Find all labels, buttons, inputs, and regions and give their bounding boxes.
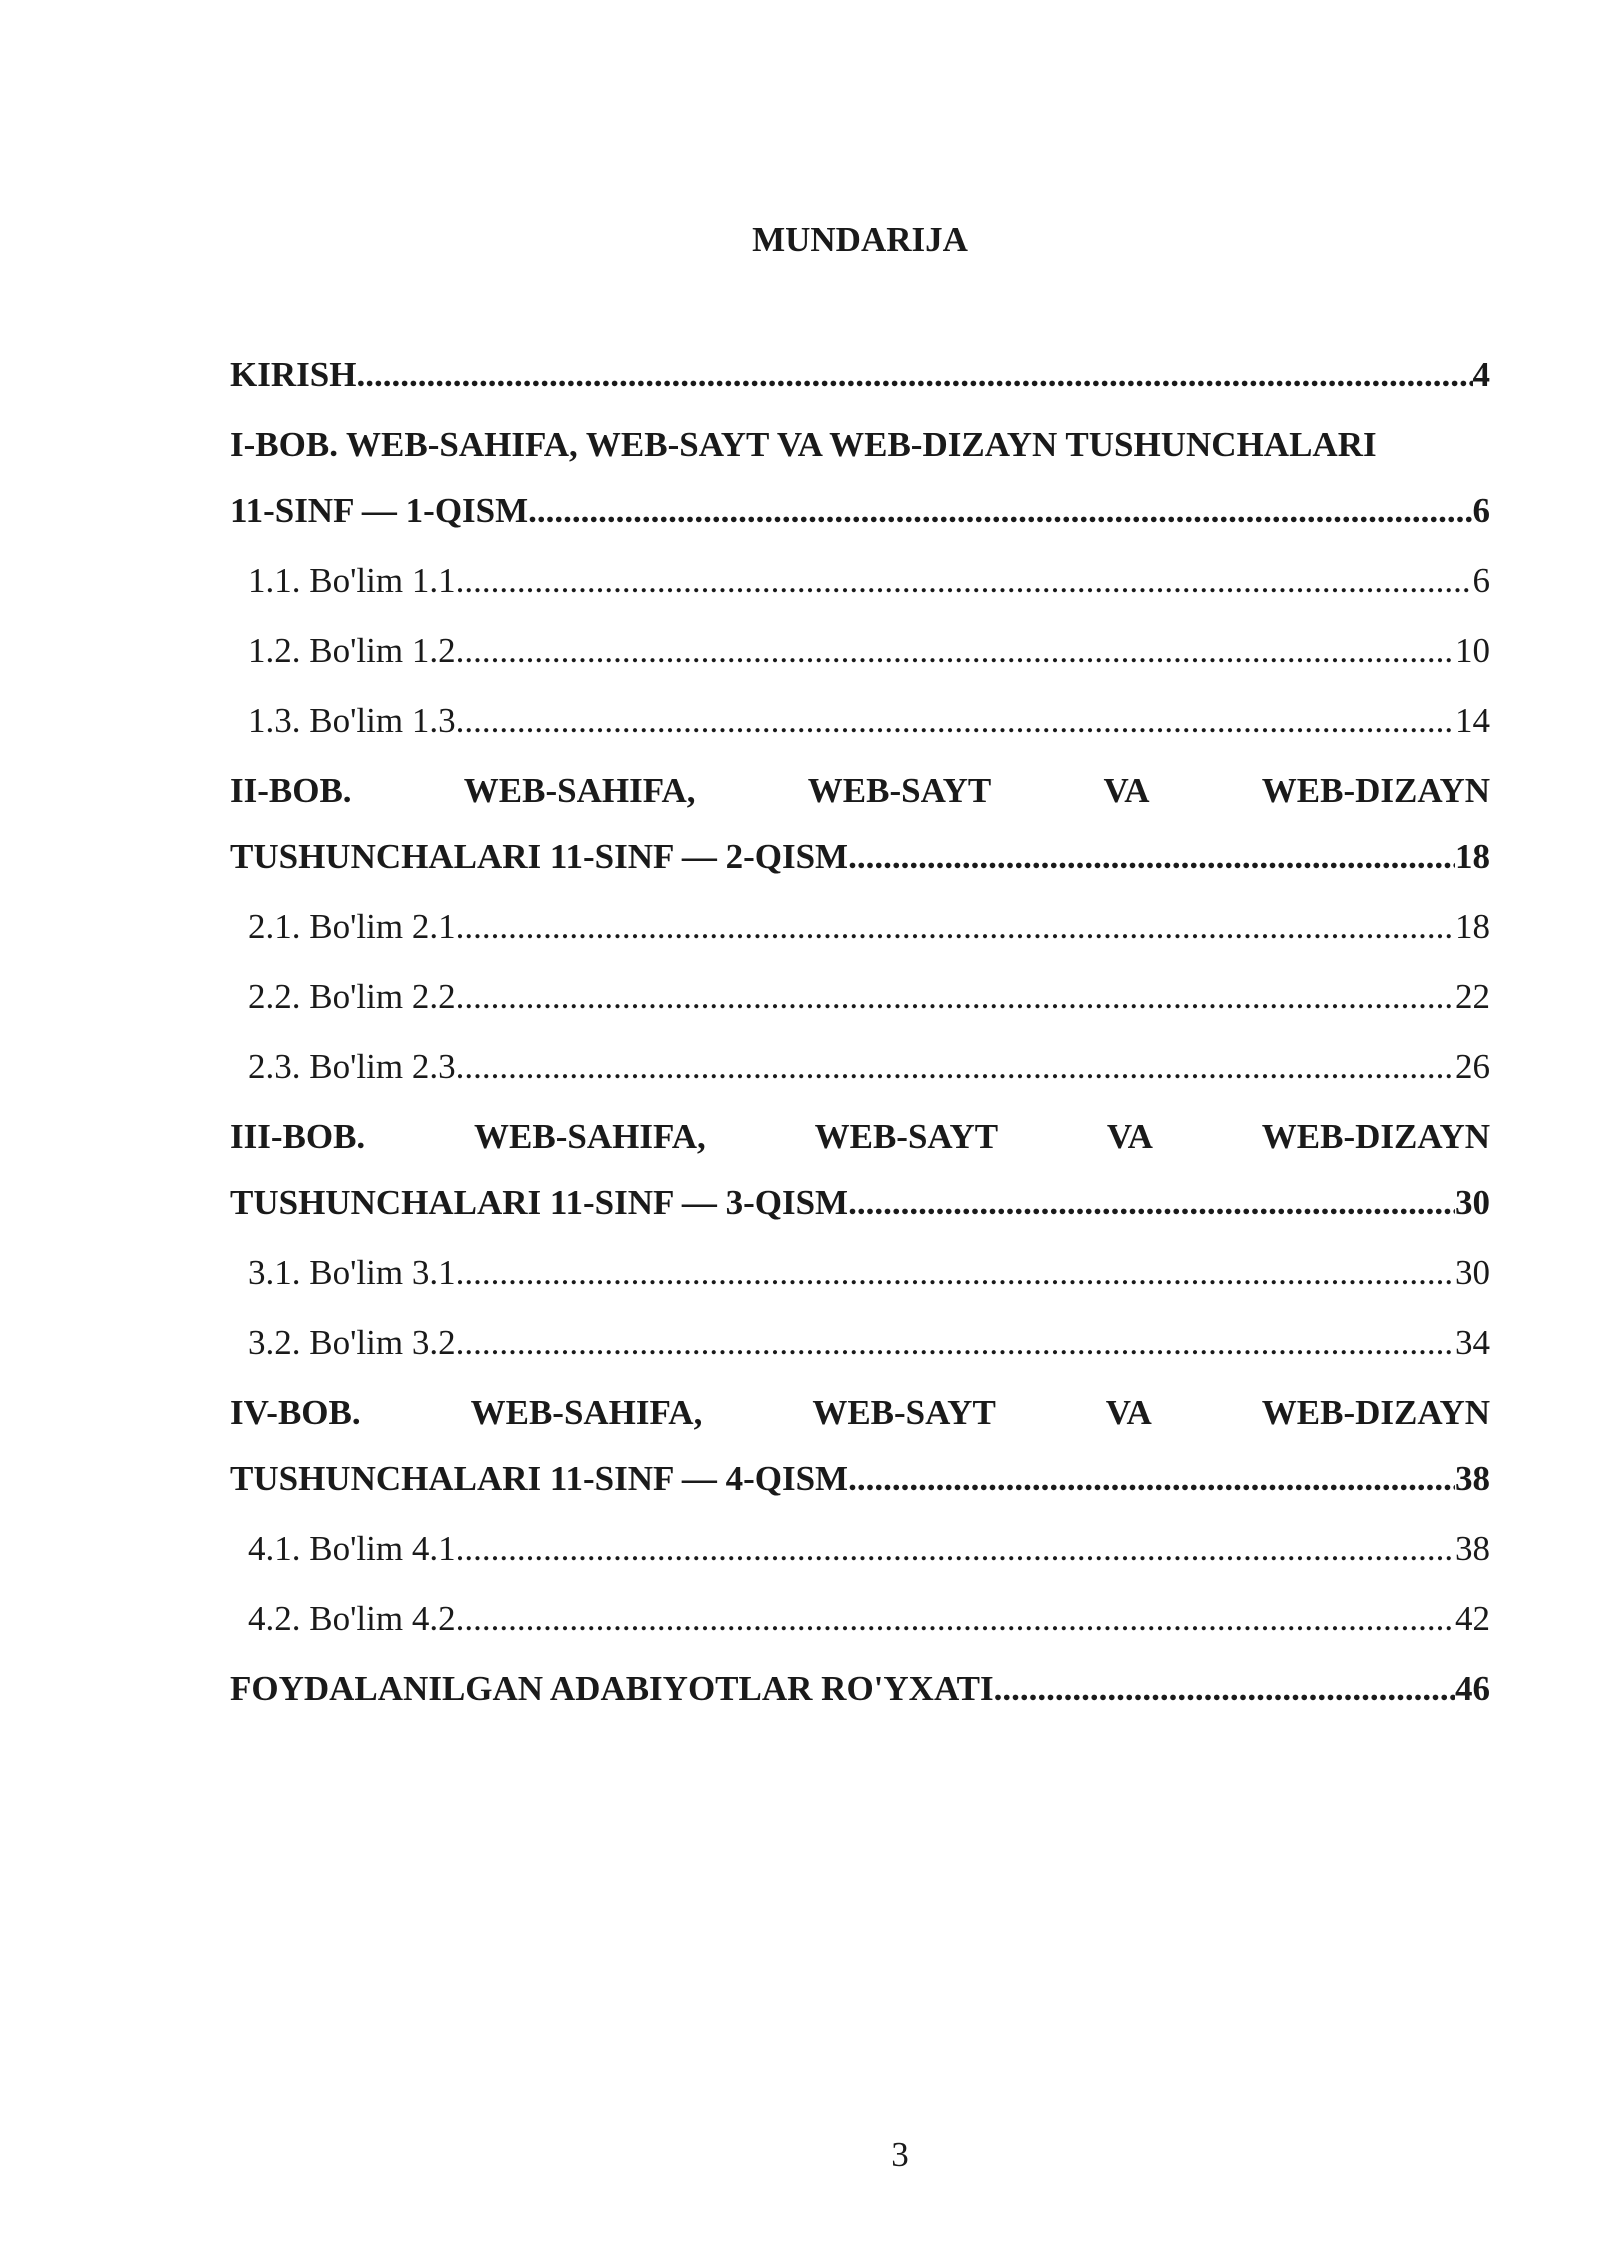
heading-word: VA <box>1106 1117 1153 1156</box>
toc-entry-label: KIRISH <box>230 355 357 394</box>
heading-word: WEB-SAYT <box>812 1393 996 1432</box>
toc-entry-label: 3.2. Bo'lim 3.2 <box>248 1323 456 1362</box>
toc-entry-page: 18 <box>1455 837 1490 876</box>
heading-word: WEB-DIZAYN <box>1261 771 1490 810</box>
toc-entry-page: 42 <box>1455 1599 1490 1638</box>
toc-entry-label: 2.3. Bo'lim 2.3 <box>248 1047 456 1086</box>
dot-leader <box>848 1178 1455 1228</box>
toc-entry-page: 6 <box>1472 561 1490 600</box>
toc-entry-references[interactable] <box>230 1664 1490 1734</box>
toc-chapter-2-heading[interactable] <box>230 766 1490 832</box>
toc-entry-page: 4 <box>1472 355 1490 394</box>
toc-entry-page: 30 <box>1455 1253 1490 1292</box>
heading-word: WEB-DIZAYN <box>1261 1117 1490 1156</box>
heading-word: VA <box>1105 1393 1152 1432</box>
toc-entry-label: 4.2. Bo'lim 4.2 <box>248 1599 456 1638</box>
heading-word: WEB-DIZAYN <box>1261 1393 1490 1432</box>
dot-leader <box>456 902 1455 952</box>
toc-entry-page: 38 <box>1455 1459 1490 1498</box>
toc-section-2-2[interactable] <box>230 972 1490 1042</box>
heading-word: III-BOB. <box>230 1117 366 1156</box>
toc-entry-label: TUSHUNCHALARI 11-SINF — 2-QISM <box>230 837 849 876</box>
dot-leader <box>994 1664 1455 1714</box>
toc-entry-label: TUSHUNCHALARI 11-SINF — 4-QISM <box>230 1459 849 1498</box>
toc-section-2-1[interactable] <box>230 902 1490 972</box>
dot-leader <box>456 626 1455 676</box>
toc-entry-label: 1.3. Bo'lim 1.3 <box>248 701 456 740</box>
toc-section-3-2[interactable] <box>230 1318 1490 1388</box>
toc-chapter-4-line2[interactable] <box>230 1454 1490 1524</box>
toc-entry-label: 1.2. Bo'lim 1.2 <box>248 631 456 670</box>
toc-entry-label: 2.1. Bo'lim 2.1 <box>248 907 456 946</box>
heading-word: WEB-SAYT <box>814 1117 999 1156</box>
dot-leader <box>456 1524 1455 1574</box>
toc-entry-label: FOYDALANILGAN ADABIYOTLAR RO'YXATI <box>230 1669 994 1708</box>
toc-entry-label: TUSHUNCHALARI 11-SINF — 3-QISM <box>230 1183 849 1222</box>
toc-entry-label: 4.1. Bo'lim 4.1 <box>248 1529 456 1568</box>
toc-entry-page: 34 <box>1455 1323 1490 1362</box>
toc-chapter-4-heading[interactable] <box>230 1388 1490 1454</box>
dot-leader <box>456 1318 1455 1368</box>
toc-entry-page: 46 <box>1455 1669 1490 1708</box>
heading-word: WEB-SAHIFA, <box>463 771 696 810</box>
toc-entry-label: 11-SINF — 1-QISM <box>230 491 529 530</box>
toc-chapter-1-heading[interactable] <box>230 420 1490 486</box>
toc-section-1-1[interactable] <box>230 556 1490 626</box>
dot-leader <box>848 832 1455 882</box>
toc-entry-label: 3.1. Bo'lim 3.1 <box>248 1253 456 1292</box>
heading-word: II-BOB. <box>230 771 352 810</box>
toc-section-3-1[interactable] <box>230 1248 1490 1318</box>
dot-leader <box>456 1594 1455 1644</box>
heading-word: WEB-SAHIFA, <box>470 1393 703 1432</box>
toc-section-1-2[interactable] <box>230 626 1490 696</box>
toc-chapter-3-heading[interactable] <box>230 1112 1490 1178</box>
toc-entry-page: 10 <box>1455 631 1490 670</box>
toc-section-4-1[interactable] <box>230 1524 1490 1594</box>
toc-section-4-2[interactable] <box>230 1594 1490 1664</box>
toc-entry-label: 2.2. Bo'lim 2.2 <box>248 977 456 1016</box>
page-number: 3 <box>891 2135 909 2174</box>
page-title: MUNDARIJA <box>752 220 968 259</box>
dot-leader <box>456 1248 1455 1298</box>
toc-section-2-3[interactable] <box>230 1042 1490 1112</box>
dot-leader <box>356 350 1472 400</box>
toc-entry-page: 26 <box>1455 1047 1490 1086</box>
toc-entry-page: 6 <box>1472 491 1490 530</box>
toc-chapter-3-line2[interactable] <box>230 1178 1490 1248</box>
toc-entry-label: 1.1. Bo'lim 1.1 <box>248 561 456 600</box>
toc-chapter-1-line2[interactable] <box>230 486 1490 556</box>
dot-leader <box>456 696 1455 746</box>
toc-entry-page: 38 <box>1455 1529 1490 1568</box>
toc-entry-label: I-BOB. WEB-SAHIFA, WEB-SAYT VA WEB-DIZAYN TUSHUNCHALARI <box>230 425 1377 464</box>
toc-entry-page: 14 <box>1455 701 1490 740</box>
dot-leader <box>456 556 1473 606</box>
toc-entry-page: 18 <box>1455 907 1490 946</box>
dot-leader <box>848 1454 1455 1504</box>
heading-word: WEB-SAYT <box>807 771 992 810</box>
heading-word: VA <box>1103 771 1150 810</box>
toc-entry-kirish[interactable] <box>230 350 1490 420</box>
dot-leader <box>528 486 1472 536</box>
dot-leader <box>456 972 1455 1022</box>
toc-section-1-3[interactable] <box>230 696 1490 766</box>
table-of-contents <box>230 350 1490 1734</box>
heading-word: IV-BOB. <box>230 1393 361 1432</box>
dot-leader <box>456 1042 1455 1092</box>
toc-entry-page: 30 <box>1455 1183 1490 1222</box>
heading-word: WEB-SAHIFA, <box>474 1117 706 1156</box>
toc-chapter-2-line2[interactable] <box>230 832 1490 902</box>
toc-entry-page: 22 <box>1455 977 1490 1016</box>
